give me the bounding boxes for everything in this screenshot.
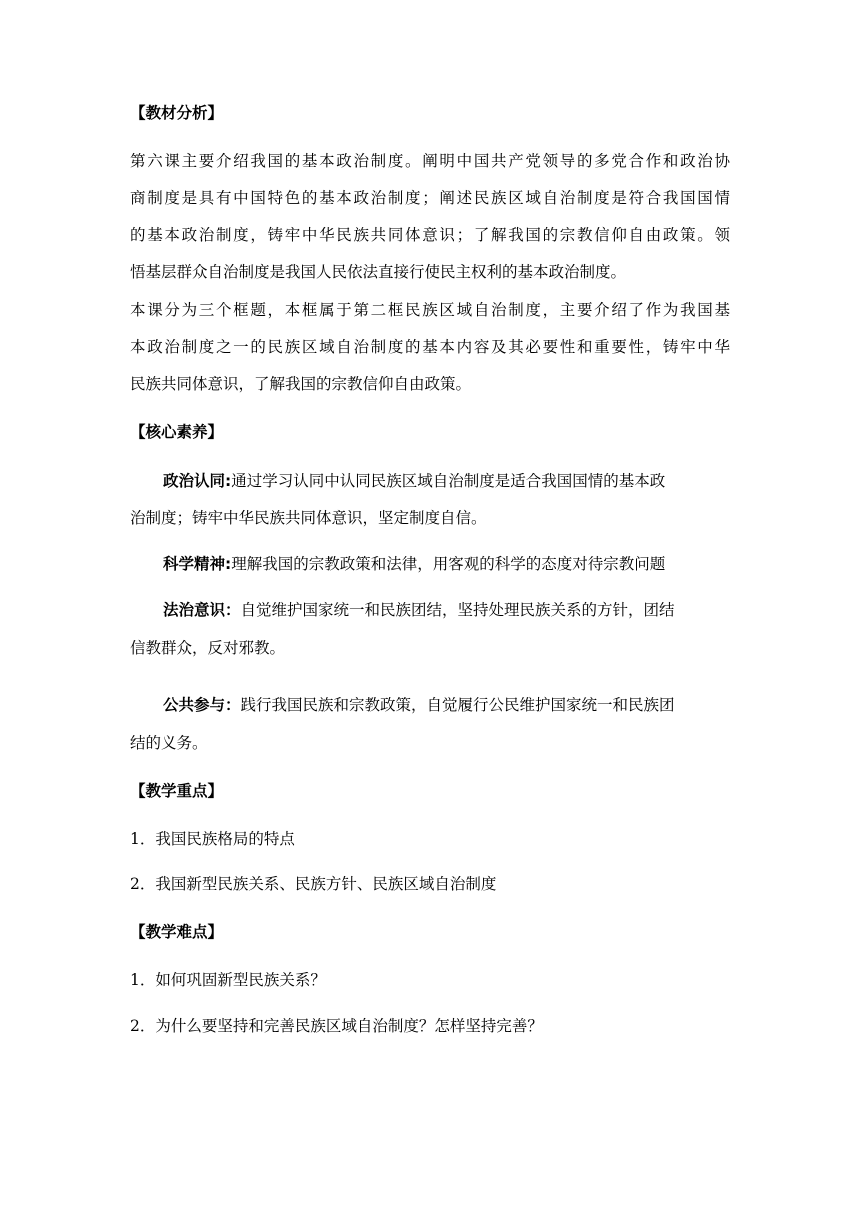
analysis-paragraph-2-line-3: 民族共同体意识，了解我国的宗教信仰自由政策。 bbox=[130, 375, 472, 393]
literacy-public-label: 公共参与： bbox=[163, 696, 241, 714]
difficulty-item-2: 2．为什么要坚持和完善民族区域自治制度？怎样坚持完善？ bbox=[130, 1017, 543, 1035]
literacy-law-line-2: 信教群众，反对邪教。 bbox=[130, 639, 286, 657]
analysis-paragraph-2-line-2: 本政治制度之一的民族区域自治制度的基本内容及其必要性和重要性，铸牢中华 bbox=[130, 338, 730, 356]
heading-teaching-difficulties: 【教学难点】 bbox=[130, 923, 224, 941]
analysis-paragraph-1-line-1: 第六课主要介绍我国的基本政治制度。阐明中国共产党领导的多党合作和政治协 bbox=[130, 152, 730, 170]
key-point-item-1: 1．我国民族格局的特点 bbox=[130, 830, 295, 848]
literacy-political-text: 通过学习认同中认同民族区域自治制度是适合我国国情的基本政 bbox=[231, 472, 666, 490]
literacy-law-line-1 bbox=[163, 597, 675, 623]
literacy-science-label: 科学精神: bbox=[163, 555, 232, 573]
difficulty-item-1: 1．如何巩固新型民族关系？ bbox=[130, 971, 326, 989]
key-point-item-2: 2．我国新型民族关系、民族方针、民族区域自治制度 bbox=[130, 875, 497, 893]
analysis-paragraph-1-line-2: 商制度是具有中国特色的基本政治制度；阐述民族区域自治制度是符合我国国情 bbox=[130, 189, 730, 207]
literacy-law-label: 法治意识： bbox=[163, 601, 241, 619]
literacy-science-line-1 bbox=[163, 551, 665, 577]
heading-textbook-analysis: 【教材分析】 bbox=[130, 104, 224, 122]
literacy-science-text: 理解我国的宗教政策和法律，用客观的科学的态度对待宗教问题 bbox=[231, 555, 666, 573]
analysis-paragraph-1-line-4: 悟基层群众自治制度是我国人民依法直接行使民主权利的基本政治制度。 bbox=[130, 263, 627, 281]
heading-core-literacy: 【核心素养】 bbox=[130, 423, 224, 441]
literacy-political-line-2: 治制度；铸牢中华民族共同体意识，坚定制度自信。 bbox=[130, 509, 487, 527]
analysis-paragraph-1-line-3: 的基本政治制度，铸牢中华民族共同体意识；了解我国的宗教信仰自由政策。领 bbox=[130, 226, 730, 244]
literacy-political-line-1 bbox=[163, 468, 665, 494]
literacy-public-line-1 bbox=[163, 692, 675, 718]
heading-teaching-key-points: 【教学重点】 bbox=[130, 782, 224, 800]
literacy-law-text: 自觉维护国家统一和民族团结，坚持处理民族关系的方针，团结 bbox=[240, 601, 675, 619]
analysis-paragraph-2-line-1: 本课分为三个框题，本框属于第二框民族区域自治制度，主要介绍了作为我国基 bbox=[130, 301, 730, 319]
literacy-public-line-2: 结的义务。 bbox=[130, 734, 208, 752]
literacy-political-label: 政治认同: bbox=[163, 472, 232, 490]
literacy-public-text: 践行我国民族和宗教政策，自觉履行公民维护国家统一和民族团 bbox=[240, 696, 675, 714]
